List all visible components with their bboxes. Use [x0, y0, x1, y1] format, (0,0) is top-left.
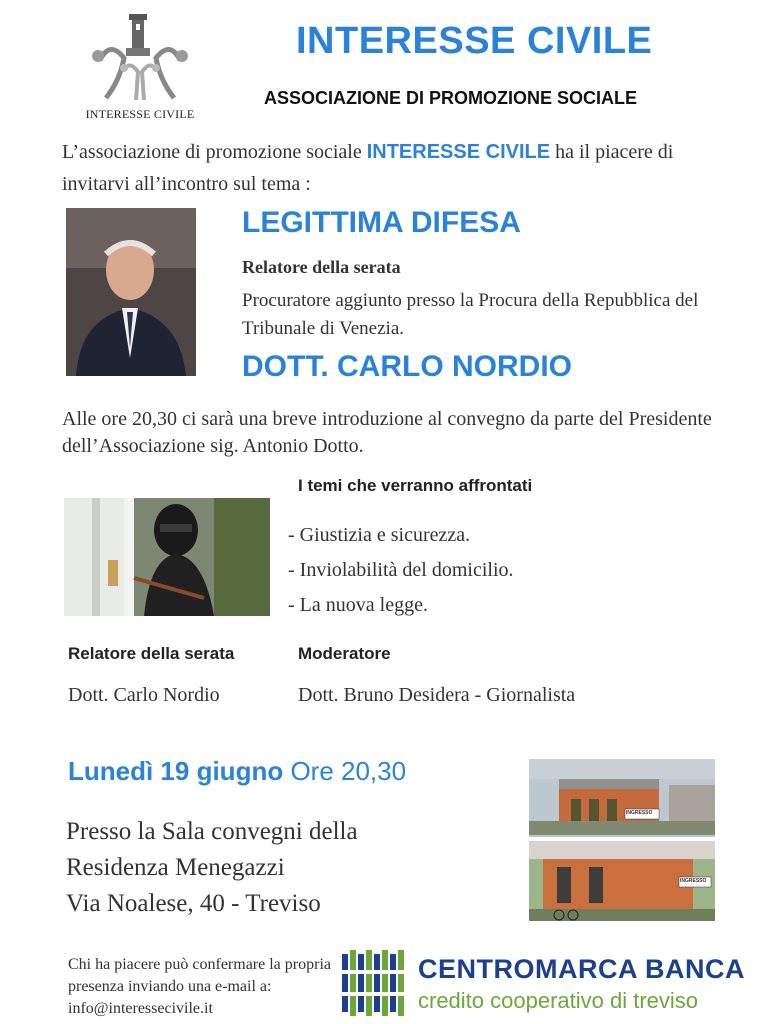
venue-photo: [529, 759, 715, 921]
venue-line: Residenza Menegazzi: [66, 854, 285, 881]
venue-line: Presso la Sala convegni della: [66, 818, 358, 845]
event-venue: [66, 814, 358, 922]
logo-caption: INTERESSE CIVILE: [85, 107, 195, 121]
event-time: Ore 20,30: [283, 756, 407, 786]
speaker-description: Procuratore aggiunto presso la Procura della Repubblica del Tribunale di Venezia.: [242, 290, 699, 339]
list-item: - Giustizia e sicurezza.: [288, 524, 471, 546]
speaker-name: DOTT. CARLO NORDIO: [242, 350, 572, 383]
speaker-role-value: Dott. Carlo Nordio: [68, 684, 220, 706]
speaker-role-label: Relatore della serata: [68, 644, 235, 663]
bank-logo-icon: [342, 948, 408, 1018]
bank-tagline: credito cooperativo di treviso: [418, 988, 699, 1013]
entrance-sign: INGRESSO: [626, 810, 653, 816]
moderator-role-value: Dott. Bruno Desidera - Giornalista: [298, 684, 576, 706]
moderator-role-label: Moderatore: [298, 644, 391, 663]
burglar-photo: [64, 498, 270, 616]
introduction-note: Alle ore 20,30 ci sarà una breve introduzione al convegno da parte del Presidente dell’Associazione sig. Antonio Dotto.: [62, 408, 712, 457]
intro-paragraph: [62, 136, 702, 200]
topic-title: LEGITTIMA DIFESA: [242, 206, 521, 239]
intro-before: L’associazione di promozione sociale: [62, 141, 367, 163]
speaker-label: Relatore della serata: [242, 257, 401, 277]
event-date: [68, 756, 406, 787]
venue-line: Via Noalese, 40 - Treviso: [66, 890, 321, 917]
intro-org-name: INTERESSE CIVILE: [366, 141, 551, 163]
event-date-bold: Lunedì 19 giugno: [68, 756, 284, 786]
list-item: - Inviolabilità del domicilio.: [288, 559, 514, 581]
page-title: INTERESSE CIVILE: [296, 20, 653, 62]
intro-after: ha il piacere di invitarvi all’incontro sul tema :: [62, 141, 674, 195]
list-item: - La nuova legge.: [288, 594, 428, 616]
rsvp-note: Chi ha piacere può confermare la propria presenza inviando una e-mail a: info@interessecivile.it: [68, 956, 331, 1017]
entrance-sign: INGRESSO: [680, 878, 707, 884]
themes-heading: I temi che verranno affrontati: [298, 476, 533, 495]
page-subtitle: ASSOCIAZIONE DI PROMOZIONE SOCIALE: [264, 88, 638, 108]
themes-list: [288, 518, 514, 623]
bank-name: CENTROMARCA BANCA: [418, 954, 745, 984]
speaker-photo: [66, 208, 196, 376]
